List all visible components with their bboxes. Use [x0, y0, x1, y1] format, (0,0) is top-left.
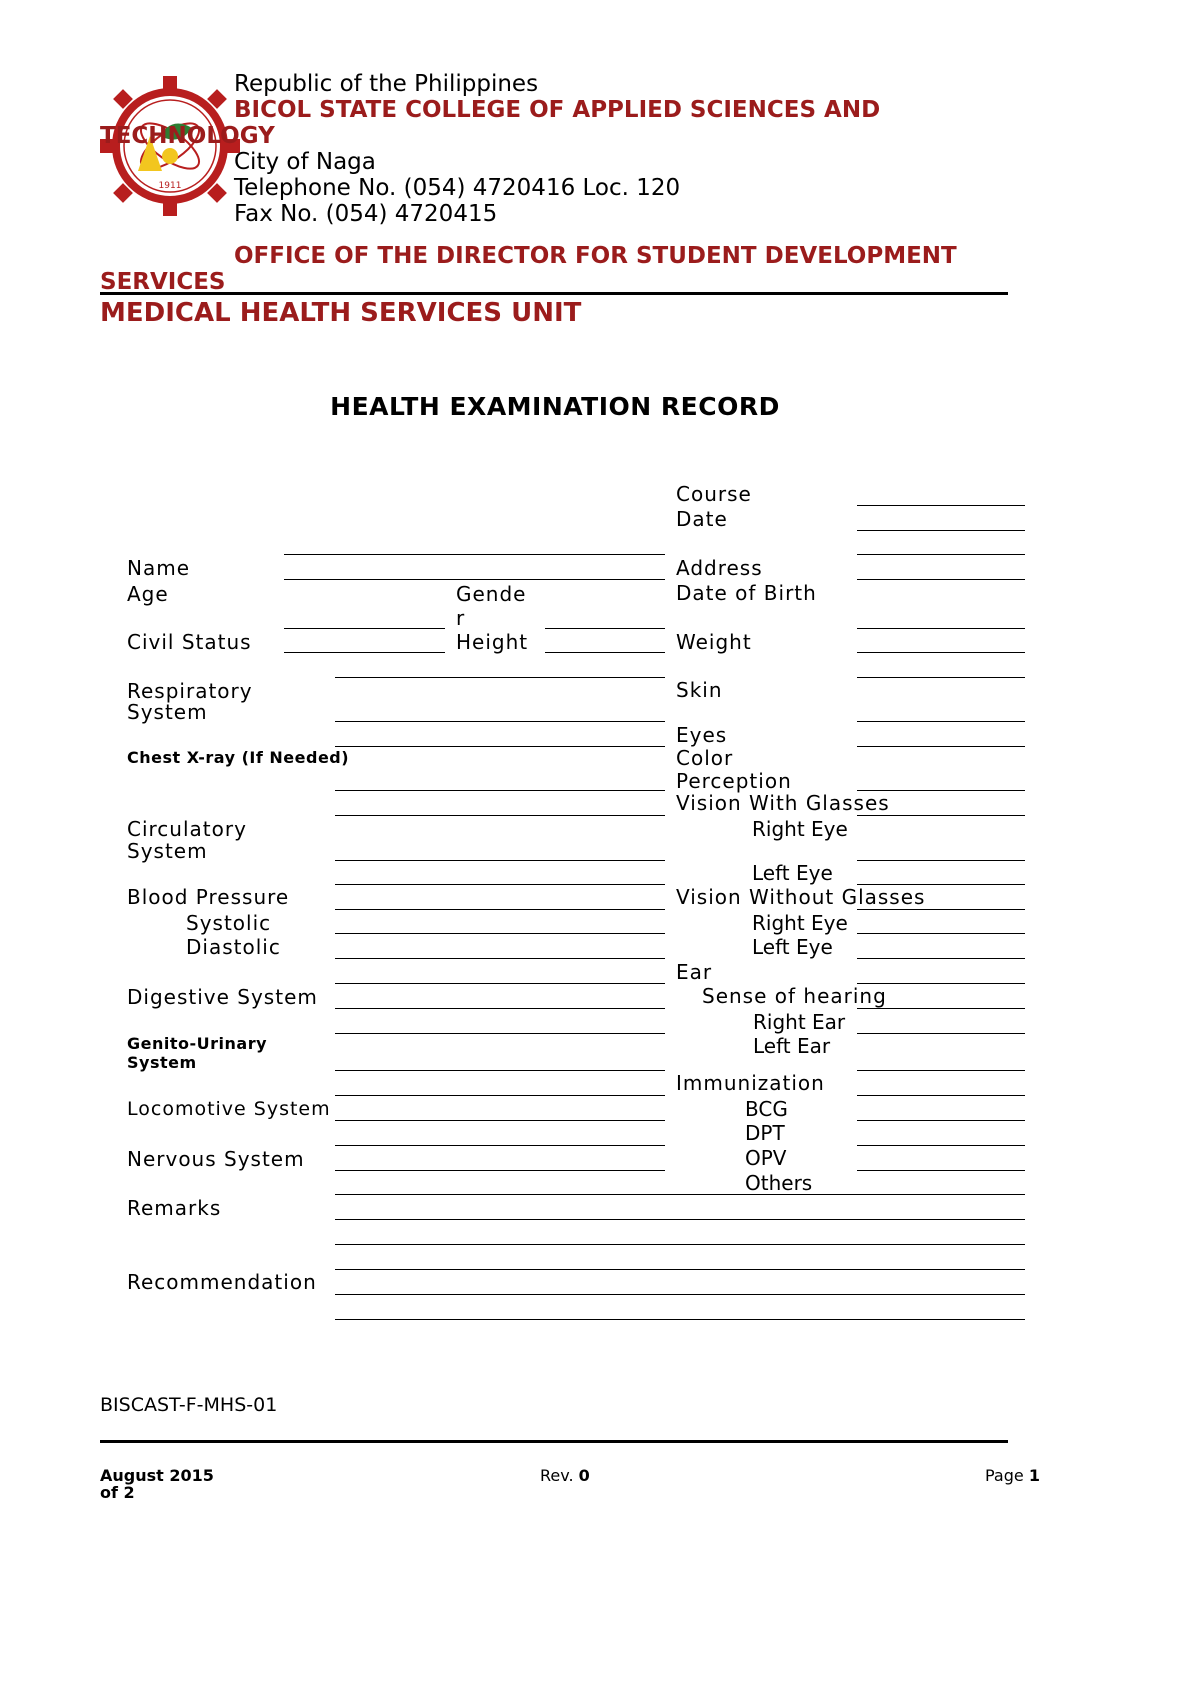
address-field-line2[interactable]: [857, 579, 1025, 580]
vision-with-glasses-label: Vision With Glasses: [676, 791, 890, 815]
republic-line: Republic of the Philippines: [234, 71, 539, 97]
blood-pressure-field[interactable]: [335, 909, 665, 910]
eyes-field[interactable]: [857, 746, 1025, 747]
dpt-field[interactable]: [857, 1145, 1025, 1146]
gender-field[interactable]: [545, 628, 665, 629]
circulatory-label-line1: Circulatory: [127, 817, 247, 841]
locomotive-field-top[interactable]: [335, 1095, 665, 1096]
city-line: City of Naga: [234, 149, 376, 175]
address-label: Address: [676, 556, 763, 580]
age-field[interactable]: [284, 628, 445, 629]
civil-status-field[interactable]: [284, 652, 445, 653]
immunization-field[interactable]: [857, 1095, 1025, 1096]
header-divider: [100, 292, 1008, 295]
page-title: HEALTH EXAMINATION RECORD: [330, 392, 780, 421]
recommendation-line-3[interactable]: [335, 1319, 1025, 1320]
left-eye-with-label: Left Eye: [752, 861, 833, 885]
circulatory-field-top[interactable]: [335, 815, 665, 816]
locomotive-label: Locomotive System: [127, 1098, 331, 1120]
footer-divider: [100, 1440, 1008, 1443]
name-field-top[interactable]: [284, 554, 665, 555]
systolic-field[interactable]: [335, 933, 665, 934]
footer-revision: [540, 1466, 590, 1485]
course-label: Course: [676, 482, 752, 506]
date-field[interactable]: [857, 530, 1025, 531]
dob-field[interactable]: [857, 628, 1025, 629]
digestive-label: Digestive System: [127, 985, 318, 1009]
skin-label: Skin: [676, 678, 723, 702]
circulatory-label-line2: System: [127, 839, 208, 863]
eyes-label: Eyes: [676, 723, 728, 747]
respiratory-label-line1: Respiratory: [127, 679, 253, 703]
weight-field[interactable]: [857, 652, 1025, 653]
color-perception-field[interactable]: [857, 790, 1025, 791]
bcg-field[interactable]: [857, 1120, 1025, 1121]
right-eye-with-label: Right Eye: [752, 817, 848, 841]
nervous-field-top[interactable]: [335, 1145, 665, 1146]
immunization-label: Immunization: [676, 1071, 825, 1095]
ear-label: Ear: [676, 960, 713, 984]
digestive-field-top[interactable]: [335, 983, 665, 984]
name-label: Name: [127, 556, 191, 580]
remarks-label: Remarks: [127, 1196, 222, 1220]
remarks-line-2[interactable]: [335, 1219, 1025, 1220]
respiratory-field[interactable]: [335, 721, 665, 722]
college-name-line2: TECHNOLOGY: [100, 123, 275, 149]
vision-with-glasses-field[interactable]: [857, 815, 1025, 816]
weight-label: Weight: [676, 630, 752, 654]
sense-of-hearing-label: Sense of hearing: [702, 984, 887, 1008]
page-number: 1: [1028, 1466, 1040, 1485]
bcg-label: BCG: [745, 1097, 788, 1121]
gender-label-part2: r: [456, 606, 466, 630]
opv-label: OPV: [745, 1146, 787, 1170]
age-label: Age: [127, 582, 169, 606]
right-eye-without-label: Right Eye: [752, 911, 848, 935]
sense-of-hearing-field[interactable]: [857, 1008, 1025, 1009]
vision-without-glasses-field[interactable]: [857, 909, 1025, 910]
genito-urinary-field[interactable]: [335, 1070, 665, 1071]
page-label: Page: [985, 1466, 1024, 1485]
chest-xray-label: Chest X-ray (If Needed): [127, 748, 350, 767]
left-eye-with-field[interactable]: [857, 884, 1025, 885]
college-name-line1: BICOL STATE COLLEGE OF APPLIED SCIENCES AND: [234, 97, 881, 123]
footer-date: August 2015: [100, 1466, 214, 1485]
vision-without-glasses-label: Vision Without Glasses: [676, 885, 926, 909]
respiratory-label-line2: System: [127, 700, 208, 724]
revision-label: Rev.: [540, 1466, 574, 1485]
respiratory-field-top[interactable]: [335, 677, 665, 678]
footer-of-pages: of 2: [100, 1483, 135, 1502]
genito-urinary-label-line2: System: [127, 1053, 197, 1072]
course-field[interactable]: [857, 505, 1025, 506]
nervous-field[interactable]: [335, 1170, 665, 1171]
right-eye-without-field[interactable]: [857, 933, 1025, 934]
locomotive-field[interactable]: [335, 1120, 665, 1121]
fax-line: Fax No. (054) 4720415: [234, 201, 498, 227]
systolic-label: Systolic: [186, 911, 272, 935]
remarks-line-1[interactable]: [335, 1194, 1025, 1195]
blood-pressure-field-top[interactable]: [335, 884, 665, 885]
diastolic-field[interactable]: [335, 958, 665, 959]
dob-label: Date of Birth: [676, 581, 817, 605]
left-eye-without-field[interactable]: [857, 958, 1025, 959]
right-ear-label: Right Ear: [753, 1010, 846, 1034]
nervous-label: Nervous System: [127, 1147, 305, 1171]
blood-pressure-label: Blood Pressure: [127, 885, 290, 909]
name-field[interactable]: [284, 579, 665, 580]
chest-xray-field[interactable]: [335, 790, 665, 791]
height-label: Height: [456, 630, 529, 654]
color-label: Color: [676, 746, 734, 770]
unit-title: MEDICAL HEALTH SERVICES UNIT: [100, 298, 582, 328]
recommendation-line-2[interactable]: [335, 1294, 1025, 1295]
chest-xray-field-top[interactable]: [335, 746, 665, 747]
height-field[interactable]: [545, 652, 665, 653]
right-eye-with-field[interactable]: [857, 860, 1025, 861]
left-ear-field[interactable]: [857, 1070, 1025, 1071]
genito-urinary-label-line1: Genito-Urinary: [127, 1034, 268, 1053]
form-code: BISCAST-F-MHS-01: [100, 1394, 278, 1416]
circulatory-field[interactable]: [335, 860, 665, 861]
footer-page: [985, 1466, 1040, 1485]
skin-field[interactable]: [857, 721, 1025, 722]
right-ear-field[interactable]: [857, 1033, 1025, 1034]
office-line1: OFFICE OF THE DIRECTOR FOR STUDENT DEVELOPMENT: [234, 243, 957, 269]
diastolic-label: Diastolic: [186, 935, 281, 959]
recommendation-line-1[interactable]: [335, 1269, 1025, 1270]
date-label: Date: [676, 507, 728, 531]
digestive-field[interactable]: [335, 1008, 665, 1009]
left-ear-label: Left Ear: [753, 1034, 831, 1058]
office-line2: SERVICES: [100, 269, 226, 295]
ear-field[interactable]: [857, 983, 1025, 984]
left-eye-without-label: Left Eye: [752, 935, 833, 959]
dpt-label: DPT: [745, 1121, 785, 1145]
opv-field[interactable]: [857, 1170, 1025, 1171]
perception-label: Perception: [676, 769, 792, 793]
gender-label-part1: Gende: [456, 582, 527, 606]
civil-status-label: Civil Status: [127, 630, 252, 654]
recommendation-label: Recommendation: [127, 1270, 317, 1294]
genito-urinary-field-top[interactable]: [335, 1033, 665, 1034]
others-label: Others: [745, 1171, 813, 1195]
telephone-line: Telephone No. (054) 4720416 Loc. 120: [234, 175, 681, 201]
revision-number: 0: [578, 1466, 590, 1485]
seal-year: 1911: [158, 181, 182, 191]
remarks-line-3[interactable]: [335, 1244, 1025, 1245]
skin-field-top[interactable]: [857, 677, 1025, 678]
address-field-line1[interactable]: [857, 554, 1025, 555]
